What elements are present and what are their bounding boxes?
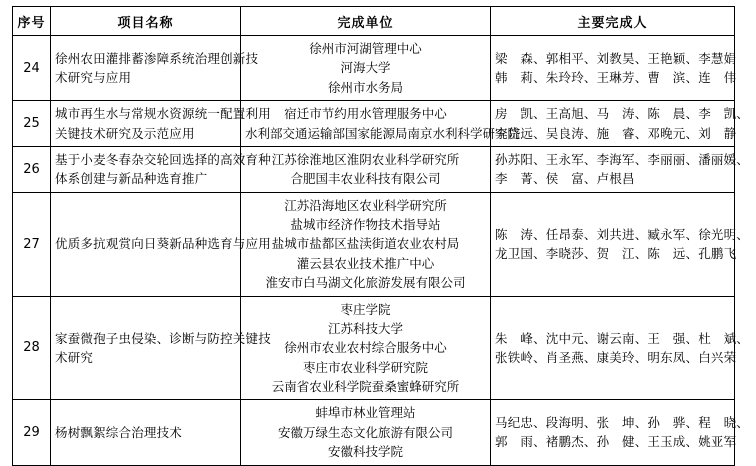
column-header-unit: 完成单位 — [241, 7, 491, 36]
main-contributors-line: 房 凯、王高旭、马 涛、陈 晨、李 凯、 — [495, 106, 750, 122]
completing-unit-line: 徐州市水务局 — [327, 79, 403, 95]
main-contributors — [491, 400, 750, 465]
project-name-line: 体系创建与新品种选育推广 — [55, 171, 208, 187]
completing-unit-line: 江苏徐淮地区淮阴农业科学研究所 — [271, 151, 460, 167]
project-name-line: 术研究 — [55, 349, 94, 365]
table-row — [13, 36, 735, 101]
column-header-project: 项目名称 — [51, 7, 241, 36]
completing-unit-line: 云南省农业科学院蚕桑蜜蜂研究所 — [271, 379, 460, 394]
main-contributors-line: 孙苏阳、王永军、李海军、李丽丽、潘丽媛、 — [495, 151, 750, 167]
project-name — [51, 400, 241, 465]
main-contributors-line: 马纪忠、段海明、张 坤、孙 骅、程 晓、 — [495, 415, 750, 431]
row-number: 29 — [13, 400, 51, 465]
table-row — [13, 400, 735, 465]
row-number: 26 — [13, 146, 51, 192]
row-number: 25 — [13, 101, 51, 147]
main-contributors-line: 龙卫国、李晓莎、贺 江、陈 远、孔鹏飞 — [495, 246, 737, 262]
main-contributors-line: 李岱远、吴良涛、施 睿、邓晚元、刘 静 — [495, 125, 737, 141]
table-header — [13, 7, 735, 36]
main-contributors — [491, 36, 735, 101]
completing-unit — [241, 192, 491, 296]
completing-unit-line: 江苏科技大学 — [327, 320, 403, 336]
project-name-line: 术研究与应用 — [55, 70, 132, 86]
project-name-line: 关键技术研究及示范应用 — [55, 125, 195, 141]
project-name — [51, 101, 271, 147]
completing-unit — [241, 101, 521, 147]
completing-unit — [241, 296, 491, 400]
project-name — [51, 146, 271, 192]
completing-unit-line: 宿迁市节约用水管理服务中心 — [284, 106, 447, 122]
column-header-person: 主要完成人 — [491, 7, 735, 36]
completing-unit-line: 徐州市农业农村综合服务中心 — [284, 340, 447, 356]
project-name — [51, 192, 271, 296]
award-projects-table — [12, 6, 750, 466]
row-number: 28 — [13, 296, 51, 400]
main-contributors — [491, 296, 750, 400]
table-row — [13, 146, 735, 192]
completing-unit — [241, 146, 491, 192]
project-name-line: 杨树飘絮综合治理技术 — [55, 424, 183, 440]
completing-unit-line: 徐州市河湖管理中心 — [309, 41, 422, 56]
main-contributors-line: 郭 雨、褚鹏杰、孙 健、王玉成、姚亚军 — [495, 434, 737, 450]
table-body — [13, 36, 750, 466]
row-number: 24 — [13, 36, 51, 101]
table-header-row — [13, 7, 735, 36]
completing-unit-line: 枣庄市农业科学研究院 — [302, 359, 428, 375]
project-name-line: 基于小麦冬春杂交轮回选择的高效育种 — [55, 151, 271, 167]
main-contributors-line: 张铁岭、肖圣燕、康美玲、明东凤、白兴荣 — [495, 349, 737, 365]
completing-unit-line: 盐城市盐都区盐渎街道农业农村局 — [271, 236, 460, 252]
main-contributors — [491, 192, 750, 296]
main-contributors — [491, 101, 750, 147]
completing-unit-line: 蚌埠市林业管理站 — [315, 405, 416, 421]
project-name — [51, 296, 271, 400]
project-name-line: 优质多抗观赏向日葵新品种选育与应用 — [55, 236, 271, 252]
completing-unit-line: 安徽万绿生态文化旅游有限公司 — [277, 424, 453, 440]
completing-unit — [241, 400, 491, 465]
completing-unit-line: 淮安市白马湖文化旅游发展有限公司 — [265, 275, 466, 291]
column-header-no: 序号 — [13, 7, 51, 36]
completing-unit-line: 枣庄学院 — [340, 301, 391, 317]
completing-unit-line: 河海大学 — [340, 60, 391, 76]
row-number: 27 — [13, 192, 51, 296]
table-row — [13, 101, 735, 147]
project-name-line: 徐州农田灌排蓄渗障系统治理创新技 — [55, 50, 259, 66]
main-contributors-line: 梁 森、郭相平、刘教昊、王艳颖、李慧娟 — [495, 50, 737, 66]
main-contributors-line: 陈 涛、任昂泰、刘共进、臧永军、徐光明、 — [495, 226, 750, 242]
table-row — [13, 192, 735, 296]
completing-unit-line: 安徽科技学院 — [327, 444, 403, 460]
completing-unit-line: 江苏沿海地区农业科学研究所 — [284, 197, 447, 213]
main-contributors-line: 朱 峰、沈中元、谢云南、王 强、杜 斌、 — [495, 330, 750, 346]
completing-unit-line: 合肥国丰农业科技有限公司 — [290, 171, 441, 187]
main-contributors-line: 李 菁、侯 富、卢根昌 — [495, 171, 635, 187]
main-contributors — [491, 146, 750, 192]
project-name — [51, 36, 259, 101]
completing-unit-line: 水利部交通运输部国家能源局南京水利科学研究院 — [245, 125, 521, 141]
completing-unit-line: 盐城市经济作物技术指导站 — [290, 217, 441, 232]
main-contributors-line: 韩 莉、朱玲玲、王琳芳、曹 滨、连 伟 — [495, 70, 737, 86]
completing-unit-line: 灌云县农业技术推广中心 — [296, 255, 435, 271]
completing-unit — [241, 36, 491, 101]
project-name-line: 家蚕微孢子虫侵染、诊断与防控关键技 — [55, 330, 271, 346]
project-name-line: 城市再生水与常规水资源统一配置利用 — [55, 106, 271, 122]
table-row — [13, 296, 735, 400]
